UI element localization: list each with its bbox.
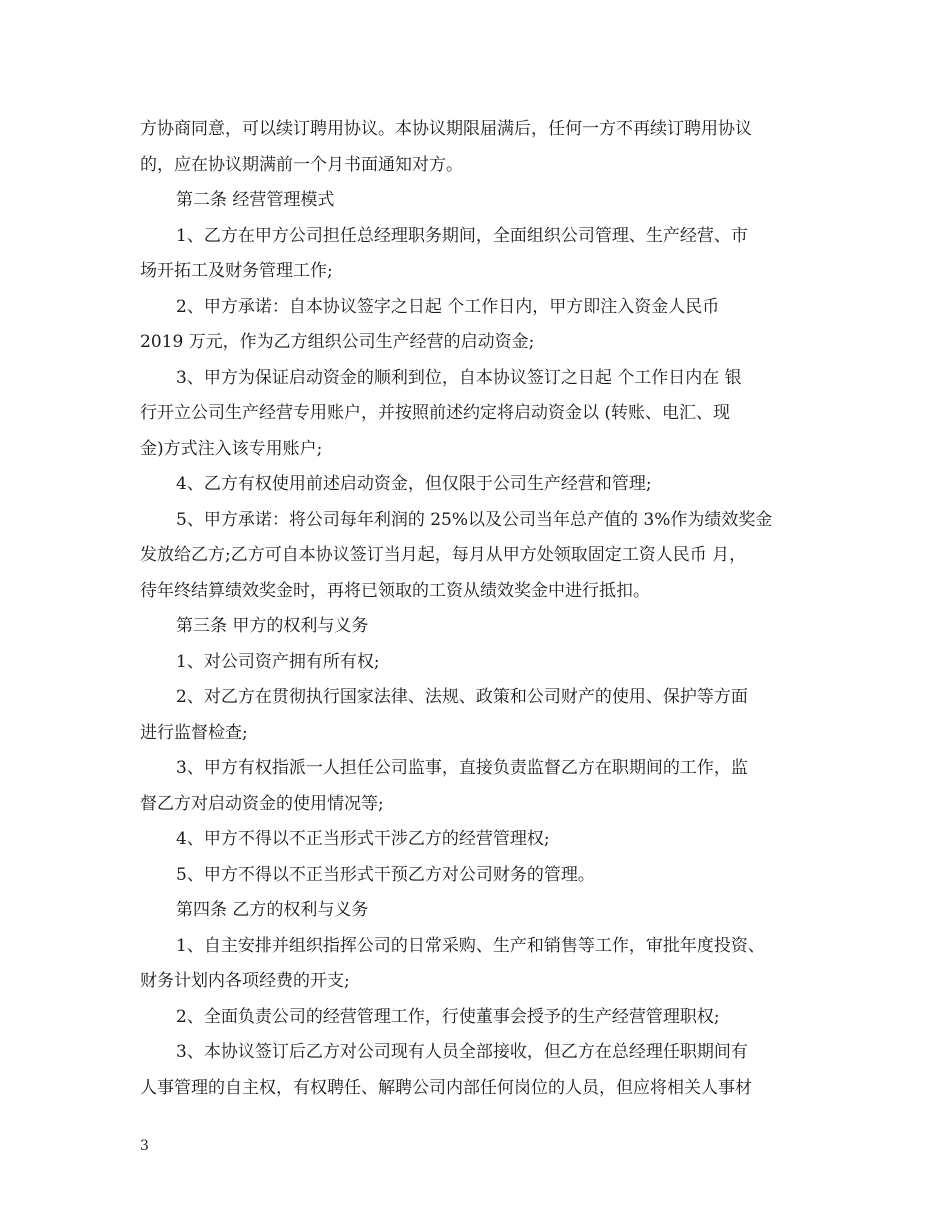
text-line: 1、对公司资产拥有所有权; xyxy=(176,652,380,672)
text-line: 的，应在协议期满前一个月书面通知对方。 xyxy=(140,155,463,175)
text-line: 行开立公司生产经营专用账户，并按照前述约定将启动资金以 (转账、电汇、现 xyxy=(140,403,731,423)
text-line: 财务计划内各项经费的开支; xyxy=(140,971,350,991)
text-line: 4、乙方有权使用前述启动资金，但仅限于公司生产经营和管理; xyxy=(176,474,652,494)
text-line: 3、本协议签订后乙方对公司现有人员全部接收，但乙方在总经理任职期间有 xyxy=(176,1042,748,1062)
text-line: 2、甲方承诺：自本协议签字之日起 个工作日内，甲方即注入资金人民币 xyxy=(176,297,720,317)
section-heading: 第四条 乙方的权利与义务 xyxy=(176,900,369,920)
text-line: 4、甲方不得以不正当形式干涉乙方的经营管理权; xyxy=(176,829,550,849)
section-heading: 第二条 经营管理模式 xyxy=(176,190,335,210)
text-line: 5、甲方不得以不正当形式干预乙方对公司财务的管理。 xyxy=(176,865,595,885)
text-line: 1、乙方在甲方公司担任总经理职务期间，全面组织公司管理、生产经营、市 xyxy=(176,226,748,246)
text-line: 金)方式注入该专用账户; xyxy=(140,439,323,459)
text-line: 方协商同意，可以续订聘用协议。本协议期限届满后，任何一方不再续订聘用协议 xyxy=(140,119,752,139)
text-line: 督乙方对启动资金的使用情况等; xyxy=(140,794,384,814)
page-number: 3 xyxy=(140,1138,149,1154)
text-line: 待年终结算绩效奖金时，再将已领取的工资从绩效奖金中进行抵扣。 xyxy=(140,581,650,601)
text-line: 进行监督检查; xyxy=(140,723,248,743)
text-line: 2019 万元，作为乙方组织公司生产经营的启动资金; xyxy=(140,332,535,352)
text-line: 人事管理的自主权，有权聘任、解聘公司内部任何岗位的人员，但应将相关人事材 xyxy=(140,1078,752,1098)
text-line: 2、全面负责公司的经营管理工作，行使董事会授予的生产经营管理职权; xyxy=(176,1007,720,1027)
section-heading: 第三条 甲方的权利与义务 xyxy=(176,616,369,636)
text-line: 5、甲方承诺：将公司每年利润的 25%以及公司当年总产值的 3%作为绩效奖金 xyxy=(176,510,773,530)
text-line: 3、甲方有权指派一人担任公司监事，直接负责监督乙方在职期间的工作，监 xyxy=(176,758,748,778)
text-line: 3、甲方为保证启动资金的顺利到位，自本协议签订之日起 个工作日内在 银 xyxy=(176,368,742,388)
text-line: 场开拓工及财务管理工作; xyxy=(140,261,333,281)
text-line: 1、自主安排并组织指挥公司的日常采购、生产和销售等工作，审批年度投资、 xyxy=(176,936,765,956)
text-line: 2、对乙方在贯彻执行国家法律、法规、政策和公司财产的使用、保护等方面 xyxy=(176,687,748,707)
text-line: 发放给乙方;乙方可自本协议签订当月起，每月从甲方处领取固定工资人民币 月， xyxy=(140,545,747,565)
